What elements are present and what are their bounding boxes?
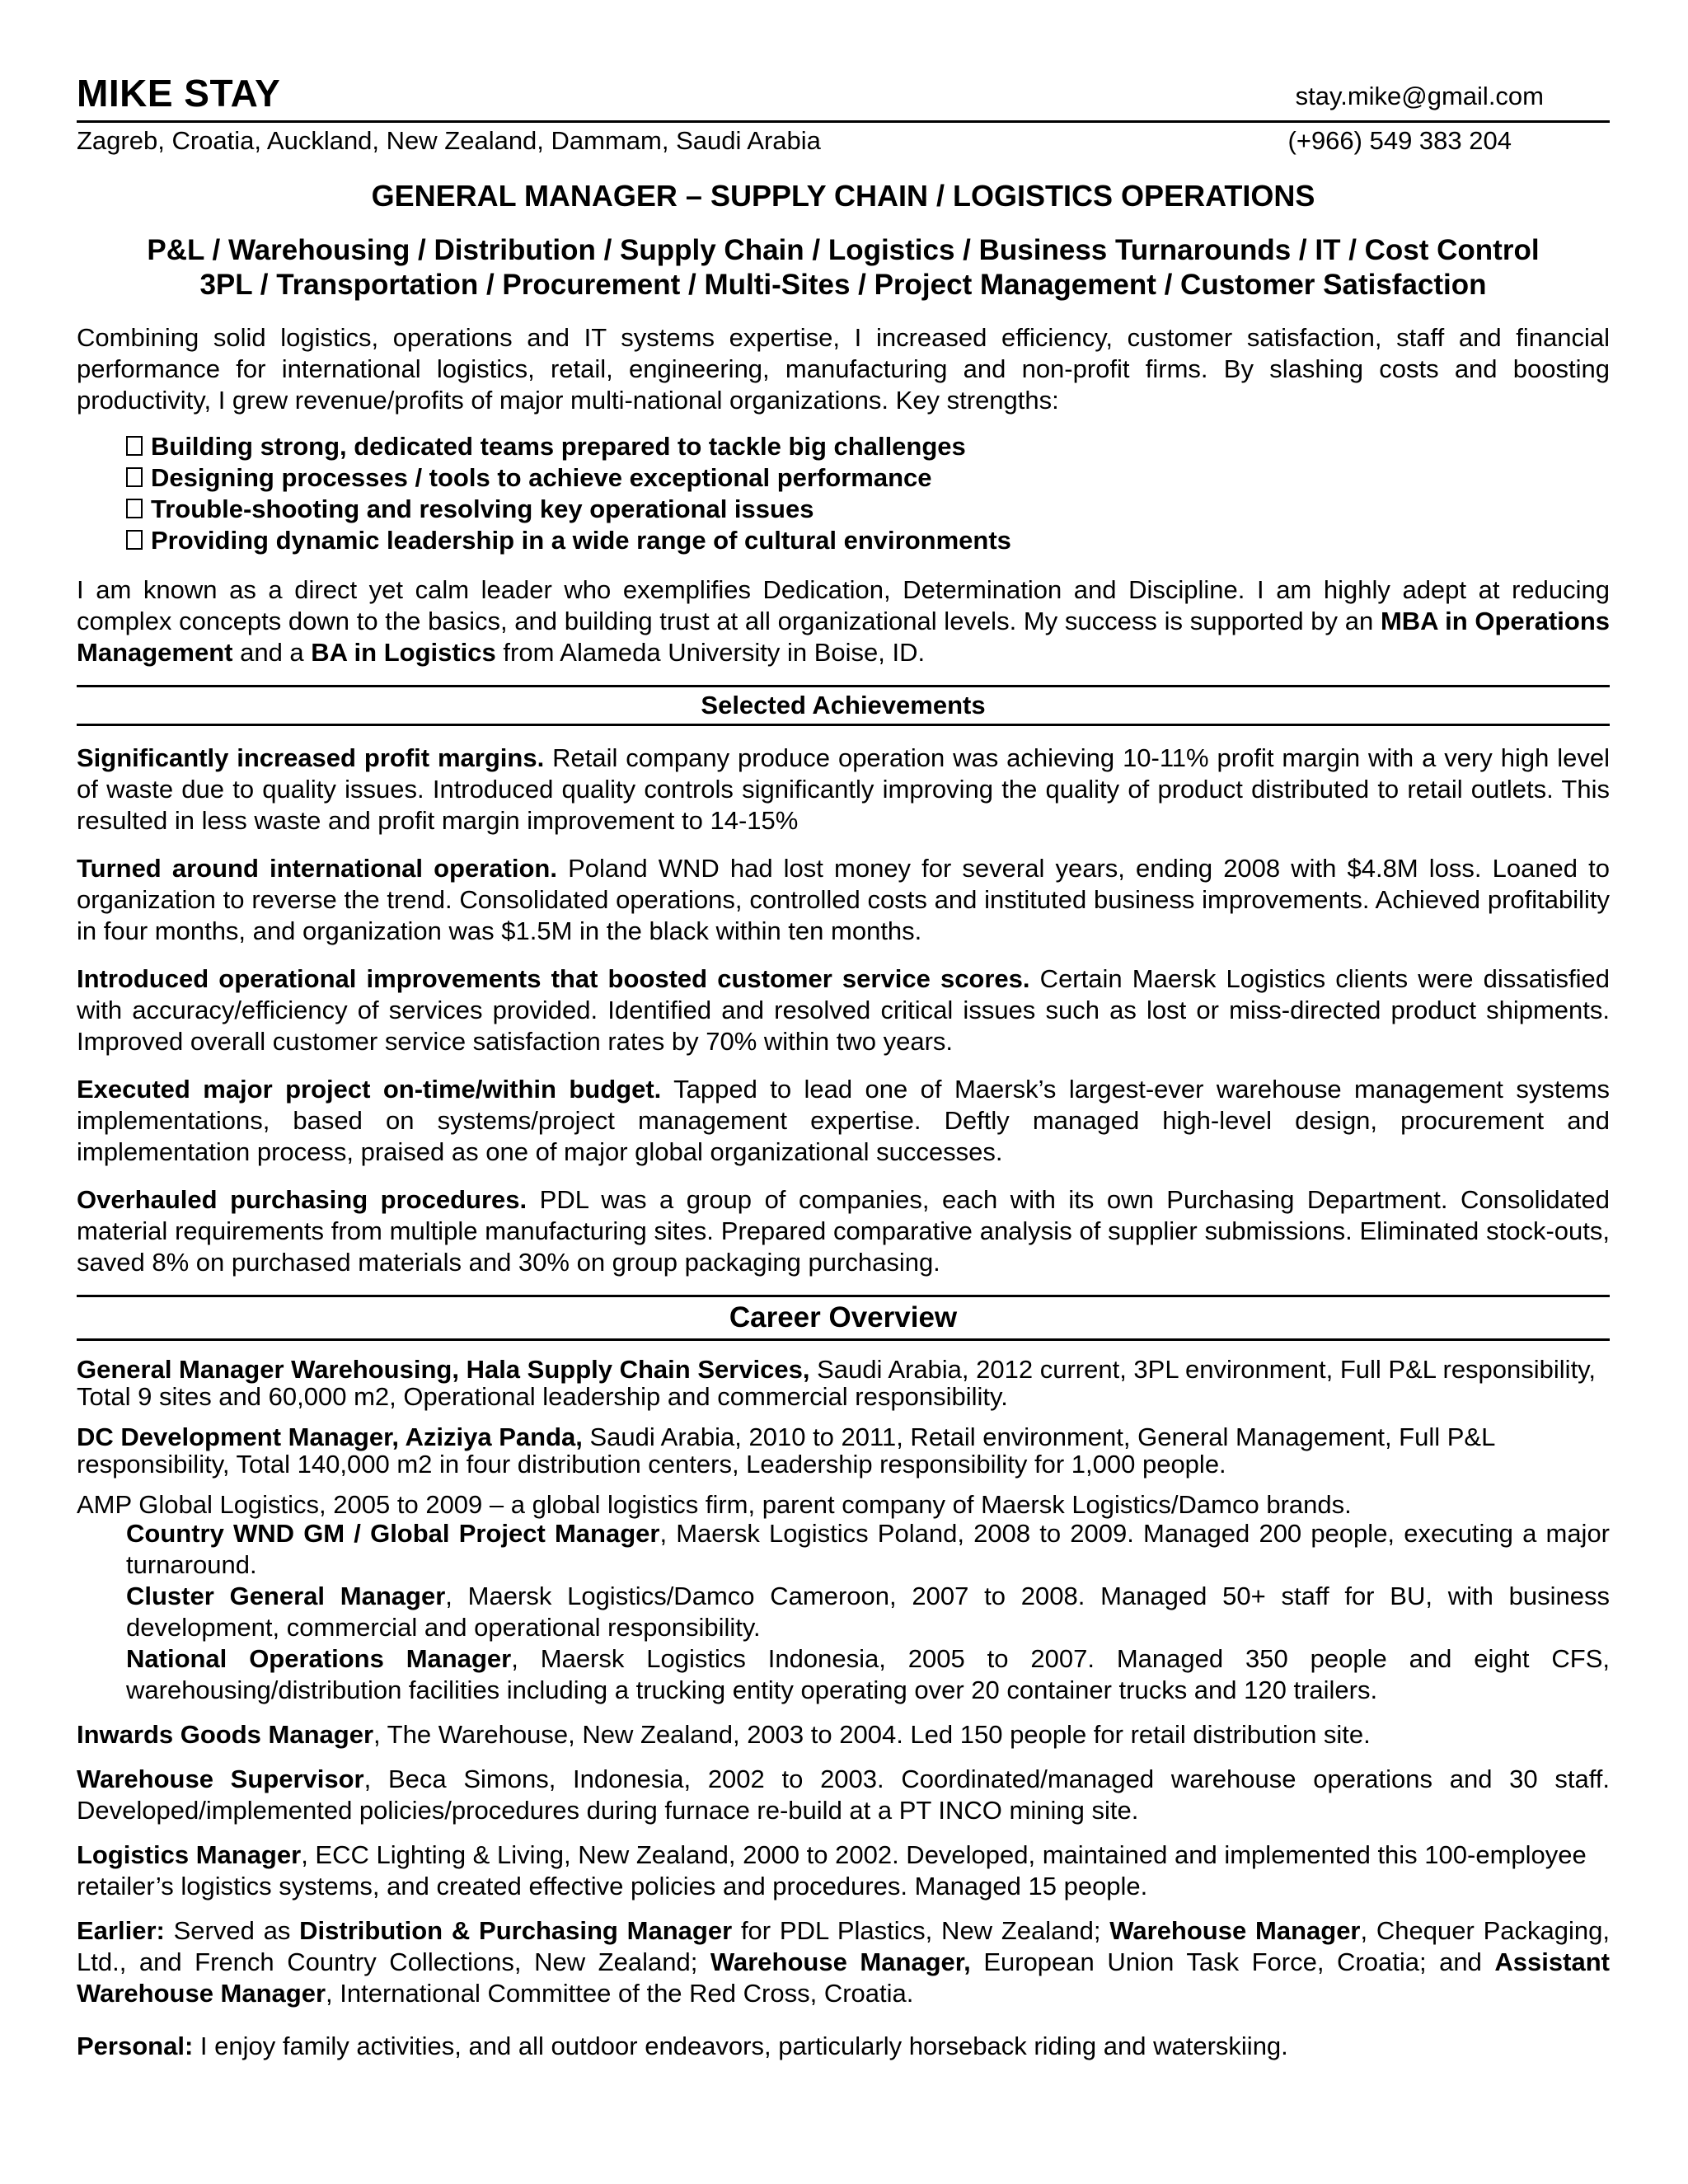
job-title: Logistics Manager bbox=[77, 1840, 302, 1869]
achievement-title: Significantly increased profit margins. bbox=[77, 743, 545, 772]
skills-line: 3PL / Transportation / Procurement / Multi-Sites / Project Management / Customer Satisfaction bbox=[199, 269, 1487, 301]
career-subentry bbox=[77, 1581, 1610, 1643]
career-subentry bbox=[77, 1643, 1610, 1706]
job-details: , Maersk Logistics Indonesia, 2005 to 2007. Managed 350 people and eight CFS, warehousing/distribution facilities including a trucking entity operating over 20 container trucks and 120 trailers. bbox=[126, 1644, 1611, 1704]
job-details: Saudi Arabia, 2010 to 2011, Retail environment, General Management, Full P&L responsibility, Total 140,000 m2 in four distribution centers, Leadership responsibility for 1,000 people. bbox=[77, 1422, 1495, 1479]
ba-degree: BA in Logistics bbox=[311, 638, 496, 667]
checkbox-bullet-icon bbox=[126, 530, 143, 550]
headline-title: GENERAL MANAGER – SUPPLY CHAIN / LOGISTICS OPERATIONS bbox=[371, 179, 1315, 213]
leadership-text: I am known as a direct yet calm leader who exemplifies Dedication, Determination and Discipline. I am highly adept at reducing complex concepts down to the basics, and building trust at all organizational levels. My success is supported by an bbox=[77, 575, 1610, 635]
achievements-heading: Selected Achievements bbox=[77, 685, 1610, 726]
email-address: stay.mike@gmail.com bbox=[1295, 82, 1544, 110]
earlier-text: , Chequer Packaging, Ltd., and French Country Collections, New Zealand; bbox=[77, 1916, 1610, 1976]
job-title: Country WND GM / Global Project Manager bbox=[126, 1519, 660, 1548]
job-title: Inwards Goods Manager bbox=[77, 1720, 374, 1749]
job-title: Cluster General Manager bbox=[126, 1582, 446, 1610]
career-section bbox=[77, 1356, 1610, 2009]
achievement-text: Poland WND had lost money for several years, ending 2008 with $4.8M loss. Loaned to organization to reverse the trend. Consolidated operations, controlled costs and instituted business improvements. Achieved profitability in four months, and organization was $1.5M in the black within ten months. bbox=[77, 854, 1610, 945]
career-entry bbox=[77, 1491, 1610, 1518]
phone-number: (+966) 549 383 204 bbox=[1287, 126, 1512, 155]
skills-list bbox=[77, 233, 1610, 302]
achievement-title: Turned around international operation. bbox=[77, 854, 557, 883]
list-item bbox=[126, 431, 1610, 462]
skills-line: P&L / Warehousing / Distribution / Supply Chain / Logistics / Business Turnarounds / IT / Cost Control bbox=[147, 234, 1540, 266]
career-entry bbox=[77, 1423, 1610, 1478]
job-title: Distribution & Purchasing Manager bbox=[299, 1916, 733, 1945]
earlier-text: , International Committee of the Red Cross, Croatia. bbox=[326, 1979, 914, 2008]
list-item bbox=[126, 525, 1610, 556]
list-item bbox=[126, 494, 1610, 525]
career-entry bbox=[77, 1719, 1610, 1750]
mba-degree: MBA in Operations Management bbox=[77, 607, 1610, 667]
earlier-roles bbox=[77, 1915, 1610, 2009]
earlier-text: for PDL Plastics, New Zealand; bbox=[732, 1916, 1110, 1945]
achievement-title: Executed major project on-time/within budget. bbox=[77, 1075, 662, 1104]
strength-text: Designing processes / tools to achieve exceptional performance bbox=[151, 463, 932, 492]
strength-text: Providing dynamic leadership in a wide range of cultural environments bbox=[151, 526, 1011, 555]
achievement-text: Retail company produce operation was achieving 10-11% profit margin with a very high level of waste due to quality issues. Introduced quality controls significantly improving the quality of product distributed to retail outlets. This resulted in less waste and profit margin improvement to 14-15% bbox=[77, 743, 1610, 835]
job-title: Warehouse Supervisor bbox=[77, 1765, 364, 1793]
job-title: DC Development Manager, Aziziya Panda, bbox=[77, 1422, 583, 1451]
job-title: National Operations Manager bbox=[126, 1644, 512, 1673]
strength-text: Building strong, dedicated teams prepared to tackle big challenges bbox=[151, 432, 966, 461]
job-details: Saudi Arabia, 2012 current, 3PL environment, Full P&L responsibility, Total 9 sites and 60,000 m2, Operational leadership and commercial responsibility. bbox=[77, 1355, 1596, 1411]
achievements-section bbox=[77, 743, 1610, 1278]
leadership-paragraph bbox=[77, 574, 1610, 668]
job-details: , Beca Simons, Indonesia, 2002 to 2003. Coordinated/managed warehouse operations and 30 staff. Developed/implemented policies/procedures during furnace re-build at a PT INCO mining site. bbox=[77, 1765, 1610, 1825]
achievement-item bbox=[77, 1184, 1610, 1278]
job-details: , The Warehouse, New Zealand, 2003 to 2004. Led 150 people for retail distribution site. bbox=[373, 1720, 1371, 1749]
job-title: Assistant Warehouse Manager bbox=[77, 1947, 1610, 2008]
achievement-text: PDL was a group of companies, each with its own Purchasing Department. Consolidated material requirements from multiple manufacturing sites. Prepared comparative analysis of supplier submissions. Eliminated stock-outs, saved 8% on purchased materials and 30% on group packaging purchasing. bbox=[77, 1185, 1610, 1277]
achievement-title: Introduced operational improvements that boosted customer service scores. bbox=[77, 964, 1030, 993]
earlier-text: Served as bbox=[164, 1916, 300, 1945]
resume-page bbox=[77, 74, 1610, 2062]
achievement-item bbox=[77, 853, 1610, 947]
job-title: General Manager Warehousing, Hala Supply Chain Services, bbox=[77, 1355, 810, 1384]
leadership-text: from Alameda University in Boise, ID. bbox=[495, 638, 926, 667]
checkbox-bullet-icon bbox=[126, 467, 143, 487]
checkbox-bullet-icon bbox=[126, 436, 143, 456]
summary-paragraph: Combining solid logistics, operations and IT systems expertise, I increased efficiency, customer satisfaction, staff and financial performance for international logistics, retail, engineering, manufacturing and non-profit firms. By slashing costs and boosting productivity, I grew revenue/profits of major multi-national organizations. Key strengths: bbox=[77, 323, 1610, 415]
personal-section bbox=[77, 2031, 1610, 2062]
achievement-text: Tapped to lead one of Maersk’s largest-ever warehouse management systems implementations, based on systems/project management expertise. Deftly managed high-level design, procurement and implementation process, praised as one of major global organizational successes. bbox=[77, 1075, 1611, 1166]
company-details: AMP Global Logistics, 2005 to 2009 – a global logistics firm, parent company of Maersk Logistics/Damco brands. bbox=[77, 1490, 1352, 1519]
achievement-item bbox=[77, 1074, 1610, 1168]
locations: Zagreb, Croatia, Auckland, New Zealand, Dammam, Saudi Arabia bbox=[77, 126, 821, 155]
achievement-title: Overhauled purchasing procedures. bbox=[77, 1185, 528, 1214]
candidate-name: MIKE STAY bbox=[77, 72, 281, 115]
achievement-text: Certain Maersk Logistics clients were dissatisfied with accuracy/efficiency of services provided. Identified and resolved critical issues such as lost or miss-directed product shipments. Improved overall customer service satisfaction rates by 70% within two years. bbox=[77, 964, 1610, 1056]
career-subentry bbox=[77, 1518, 1610, 1581]
earlier-text: European Union Task Force, Croatia; and bbox=[970, 1947, 1495, 1976]
personal-label: Personal: bbox=[77, 2032, 194, 2060]
header-top bbox=[77, 72, 1610, 115]
achievement-item bbox=[77, 963, 1610, 1057]
job-details: , Maersk Logistics/Damco Cameroon, 2007 to 2008. Managed 50+ staff for BU, with business development, commercial and operational responsibility. bbox=[126, 1582, 1610, 1642]
strength-text: Trouble-shooting and resolving key operational issues bbox=[151, 494, 814, 523]
job-title: Warehouse Manager bbox=[1109, 1916, 1361, 1945]
leadership-text: and a bbox=[232, 638, 312, 667]
key-strengths-list bbox=[77, 431, 1610, 556]
career-entry bbox=[77, 1356, 1610, 1410]
earlier-label: Earlier: bbox=[77, 1916, 165, 1945]
career-entry bbox=[77, 1764, 1610, 1826]
job-details: , ECC Lighting & Living, New Zealand, 2000 to 2002. Developed, maintained and implemented this 100-employee retailer’s logistics systems, and created effective policies and procedures. Managed 15 people. bbox=[77, 1840, 1587, 1900]
achievement-item bbox=[77, 743, 1610, 837]
career-heading: Career Overview bbox=[77, 1295, 1610, 1341]
job-title: Warehouse Manager, bbox=[710, 1947, 971, 1976]
list-item bbox=[126, 462, 1610, 494]
header-bottom bbox=[77, 126, 1610, 156]
personal-text: I enjoy family activities, and all outdoor endeavors, particularly horseback riding and waterskiing. bbox=[193, 2032, 1288, 2060]
career-entry bbox=[77, 1840, 1610, 1902]
checkbox-bullet-icon bbox=[126, 499, 143, 518]
header-divider bbox=[77, 120, 1610, 123]
job-details: , Maersk Logistics Poland, 2008 to 2009. Managed 200 people, executing a major turnaround. bbox=[126, 1519, 1611, 1579]
